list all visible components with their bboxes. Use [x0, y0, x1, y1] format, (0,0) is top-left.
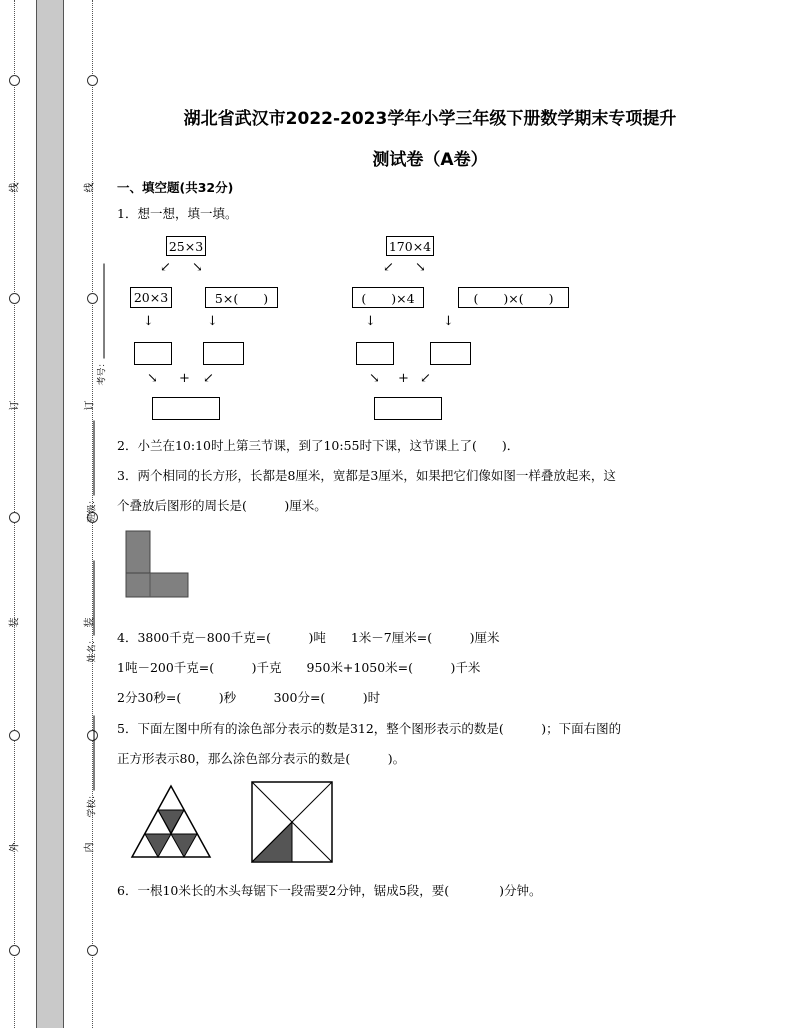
answer-box[interactable]: [356, 342, 394, 365]
question-5: 5．下面左图中所有的涂色部分表示的数是312，整个图形表示的数是( )；下面右图的: [117, 721, 622, 736]
exam-number-field: 考号：: [95, 263, 108, 385]
arrow-down: ↓: [143, 314, 154, 329]
margin-mark: 线: [84, 182, 96, 193]
arrow-down-right: ↘: [192, 260, 203, 275]
hole-circle: [87, 75, 98, 86]
class-field: 班级：: [85, 420, 98, 522]
question-3: 3．两个相同的长方形，长都是8厘米，宽都是3厘米，如果把它们像如图一样叠放起来，这: [117, 468, 616, 483]
square-figure: [250, 780, 334, 864]
answer-box[interactable]: [152, 397, 220, 420]
question-6: 6．一根10米长的木头每锯下一段需要2分钟，锯成5段，要( )分钟。: [117, 883, 542, 898]
page-subtitle: 测试卷（A卷）: [372, 150, 488, 170]
arrow-down-left: ↙: [160, 260, 171, 275]
question-3-cont: 个叠放后图形的周长是( )厘米。: [117, 498, 327, 513]
section-heading: 一、填空题(共32分): [117, 180, 234, 195]
arrow-down-right: ↘: [415, 260, 426, 275]
question-4-row2: 1吨－200千克=( )千克 950米+1050米=( )千米: [117, 660, 481, 675]
answer-box[interactable]: [374, 397, 442, 420]
arrow-down-left: ↙: [203, 371, 214, 386]
hole-circle: [9, 730, 20, 741]
expression-box: 25×3: [166, 236, 206, 256]
horizontal-rectangle: [126, 573, 188, 597]
arrow-down: ↓: [443, 314, 454, 329]
question-4-row3: 2分30秒=( )秒 300分=( )时: [117, 690, 381, 705]
triangle-figure: [130, 784, 214, 860]
question-1: 1．想一想，填一填。: [117, 206, 238, 221]
margin-mark: 内: [84, 842, 96, 853]
hole-circle: [9, 293, 20, 304]
margin-mark: 订: [84, 400, 96, 411]
arrow-down: ↓: [207, 314, 218, 329]
binding-gutter: [36, 0, 64, 1028]
hole-circle: [9, 75, 20, 86]
expression-box: 20×3: [130, 287, 172, 308]
answer-box[interactable]: [430, 342, 471, 365]
plus-sign: +: [179, 371, 190, 386]
plus-sign: +: [398, 371, 409, 386]
expression-box: ( )×4: [352, 287, 424, 308]
overlapping-rectangles-figure: [125, 530, 189, 598]
expression-box: ( )×( ): [458, 287, 569, 308]
name-field: 姓名：: [85, 560, 98, 662]
margin-mark: 线: [9, 182, 21, 193]
arrow-down-left: ↙: [383, 260, 394, 275]
question-4: 4．3800千克－800千克=( )吨 1米－7厘米=( )厘米: [117, 630, 500, 645]
margin-mark: 装: [84, 617, 96, 628]
margin-mark: 外: [9, 842, 21, 853]
school-field: 学校：: [85, 715, 98, 817]
question-5-cont: 正方形表示80，那么涂色部分表示的数是( )。: [117, 751, 406, 766]
hole-circle: [9, 512, 20, 523]
answer-box[interactable]: [134, 342, 172, 365]
page-title: 湖北省武汉市2022-2023学年小学三年级下册数学期末专项提升: [183, 109, 677, 129]
hole-circle: [87, 945, 98, 956]
question-2: 2．小兰在10:10时上第三节课，到了10:55时下课，这节课上了( )．: [117, 438, 520, 453]
expression-box: 5×( ): [205, 287, 278, 308]
arrow-down-left: ↙: [420, 371, 431, 386]
arrow-down-right: ↘: [147, 371, 158, 386]
answer-box[interactable]: [203, 342, 244, 365]
hole-circle: [9, 945, 20, 956]
arrow-down: ↓: [365, 314, 376, 329]
margin-mark: 装: [9, 617, 21, 628]
margin-mark: 订: [9, 400, 21, 411]
expression-box: 170×4: [386, 236, 434, 256]
arrow-down-right: ↘: [369, 371, 380, 386]
